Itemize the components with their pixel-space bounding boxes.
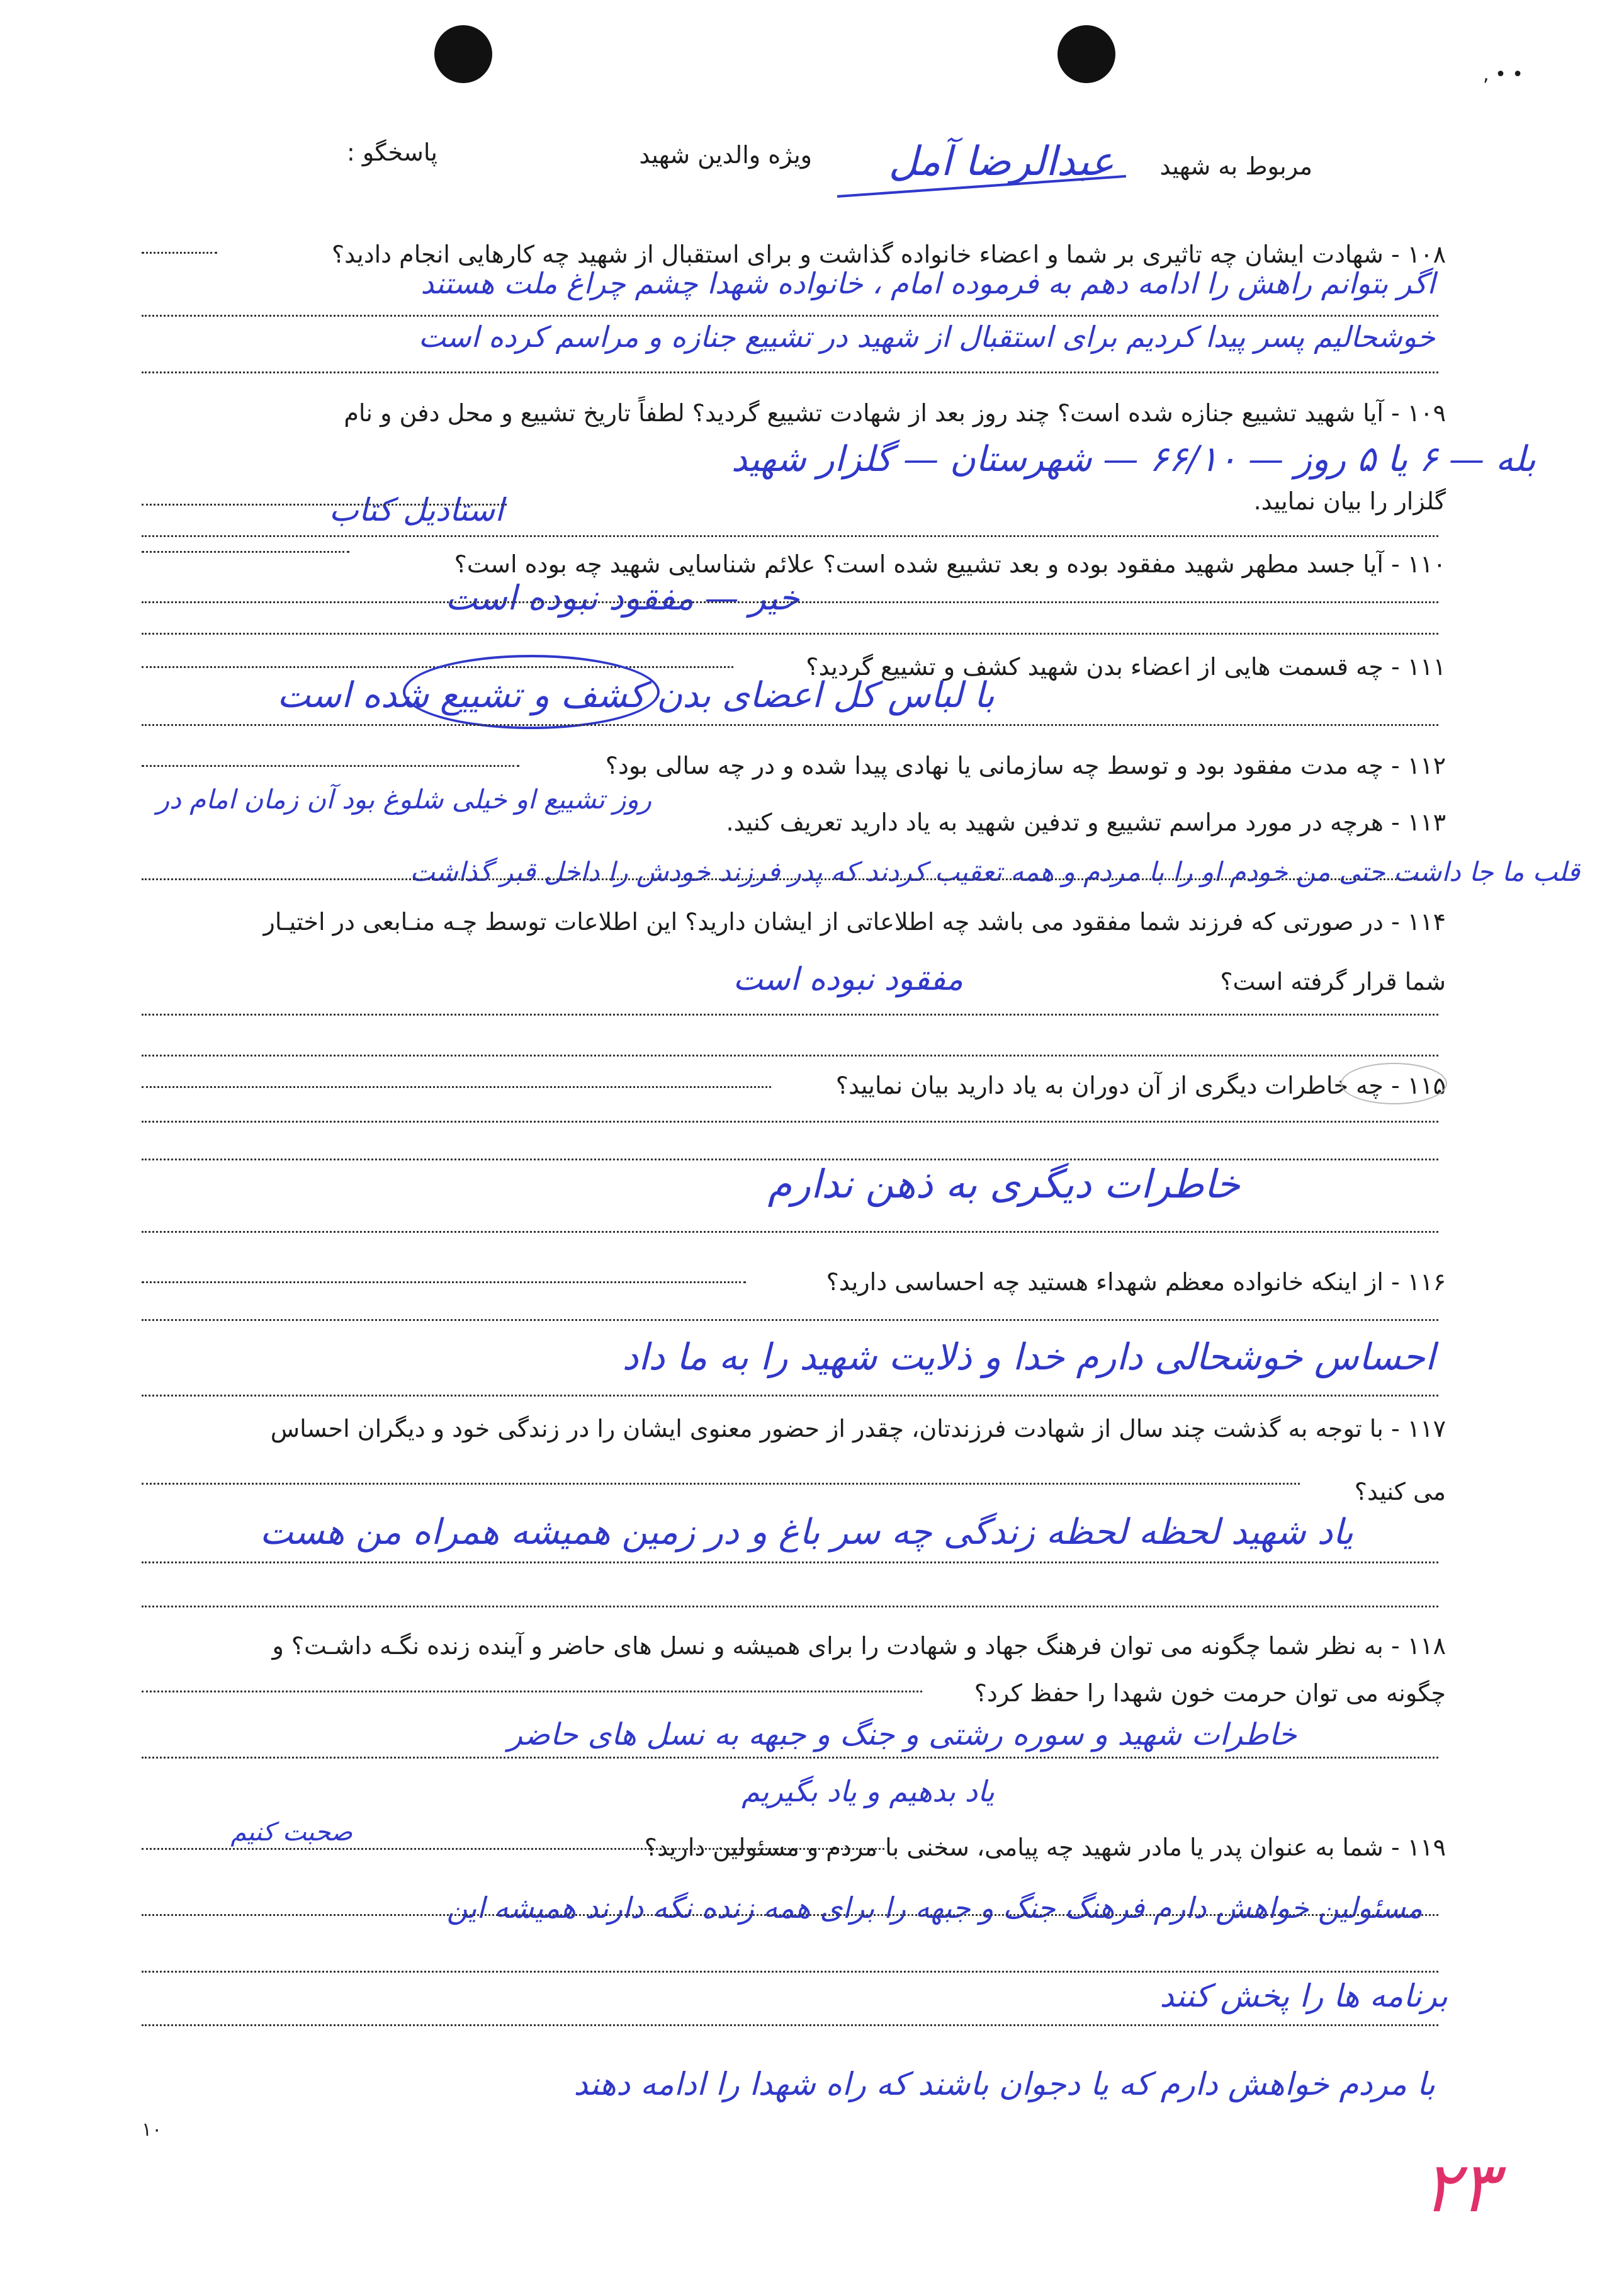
answer-line: با مردم خواهش دارم که یا دجوان باشند که راه شهدا را ادامه دهند — [573, 2066, 1435, 2102]
question-number-circle-mark — [1341, 1063, 1447, 1104]
dotted-line — [142, 601, 1438, 603]
question-number: ۱۱۷ — [1407, 1415, 1446, 1442]
answer-line: احساس خوشحالی دارم خدا و ذلایت شهید را به ما داد — [622, 1335, 1435, 1378]
answer-line: خیر — مفقود نبوده است — [445, 578, 799, 618]
answer-line: خاطرات شهید و سوره رشتی و جنگ و جبهه به نسل های حاضر — [507, 1717, 1297, 1752]
question-number: ۱۱۱ — [1407, 653, 1446, 681]
answer-line: با لباس کل اعضای بدن کشف و تشییع شده است — [277, 675, 995, 716]
question-text: ۱۰۸ - شهادت ایشان چه تاثیری بر شما و اعضاء خانواده گذاشت و برای استقبال از شهید چه کارهایی انجام دادید؟ — [332, 241, 1446, 268]
question-text: ۱۱۶ - از اینکه خانواده معظم شهداء هستید چه احساسی دارید؟ — [826, 1268, 1446, 1296]
question-number: ۱۱۳ — [1407, 808, 1446, 836]
question-line: چه قسمت هایی از اعضاء بدن شهید کشف و تشییع گردید؟ — [806, 653, 1384, 681]
question-number: ۱۰۸ — [1407, 241, 1446, 268]
question-number: ۱۱۸ — [1407, 1632, 1446, 1660]
answer-line: یاد شهید لحظه لحظه زندگی چه سر باغ و در زمین همیشه همراه من هست — [259, 1512, 1353, 1553]
question-line: در صورتی که فرزند شما مفقود می باشد چه اطلاعاتی از ایشان دارید؟ این اطلاعات توسط چـه منـابعی در اختیـار — [263, 908, 1384, 936]
dotted-line — [142, 1606, 1438, 1607]
question-number: ۱۱۰ — [1407, 550, 1446, 578]
dotted-line — [142, 1691, 922, 1692]
question-line: آیا جسد مطهر شهید مفقود بوده و بعد تشییع شده است؟ علائم شناسایی شهید چه بوده است؟ — [454, 550, 1384, 578]
question-line: هرچه در مورد مراسم تشییع و تدفین شهید به یاد دارید تعریف کنید. — [726, 808, 1384, 836]
dotted-line — [142, 724, 1438, 726]
question-line: شما قرار گرفته است؟ — [1220, 968, 1446, 995]
answer-line: مسئولین خواهش دارم فرهنگ جنگ و جبهه را برای همه زنده نگه دارند همیشه این — [446, 1891, 1423, 1925]
dotted-line — [142, 535, 1438, 537]
question-text: ۱۱۸ - به نظر شما چگونه می توان فرهنگ جهاد و شهادت را برای همیشه و نسل های حاضر و آینده زنده نگـه داشـت؟ و — [272, 1632, 1446, 1660]
dotted-line — [142, 1319, 1438, 1321]
answer-line: برنامه ها را پخش کنند — [1159, 1978, 1448, 2014]
dotted-line — [142, 2024, 1438, 2026]
question-text: ۱۱۱ - چه قسمت هایی از اعضاء بدن شهید کشف و تشییع گردید؟ — [806, 653, 1446, 681]
corner-mark: • • , — [1483, 64, 1523, 86]
sheet-number: ۲۳ — [1423, 2147, 1497, 2228]
dotted-line — [142, 1561, 1438, 1563]
question-text: ۱۱۴ - در صورتی که فرزند شما مفقود می باشد چه اطلاعاتی از ایشان دارید؟ این اطلاعات توسط چـه منـابعی در اختیـار — [263, 908, 1446, 936]
answer-line: مفقود نبوده است — [733, 961, 963, 997]
question-number: ۱۱۴ — [1407, 908, 1446, 936]
answer-circle-mark — [403, 655, 660, 729]
question-line: می کنید؟ — [1354, 1478, 1446, 1505]
question-text: ۱۰۹ - آیا شهید تشییع جنازه شده است؟ چند روز بعد از شهادت تشییع گردید؟ لطفاً تاریخ تشییع و محل دفن و نام — [344, 399, 1446, 427]
dotted-line — [142, 1055, 1438, 1057]
dotted-line — [142, 765, 519, 767]
answer-line: اگر بتوانم راهش را ادامه دهم به فرموده امام ، خانواده شهدا چشم چراغ ملت هستند — [420, 266, 1435, 300]
answer-line: صحبت کنیم — [230, 1818, 352, 1847]
question-line: از اینکه خانواده معظم شهداء هستید چه احساسی دارید؟ — [826, 1268, 1384, 1296]
question-text: ۱۱۵ - چه خاطرات دیگری از آن دوران به یاد دارید بیان نمایید؟ — [835, 1072, 1446, 1099]
dotted-line — [142, 252, 217, 254]
answer-line: بله — ۶ یا ۵ روز — ۶۶/۱۰ — شهرستان — گلزار شهید — [731, 439, 1536, 480]
question-text: ۱۱۲ - چه مدت مفقود بود و توسط چه سازمانی یا نهادی پیدا شده و در چه سالی بود؟ — [605, 752, 1446, 779]
subject-label: مربوط به شهید — [1159, 152, 1312, 180]
question-text: ۱۱۹ - شما به عنوان پدر یا مادر شهید چه پیامی، سخنی با مردم و مسئولین دارید؟ — [644, 1833, 1446, 1861]
dotted-line — [142, 1014, 1438, 1016]
answer-line: استادیل کتاب — [329, 492, 504, 528]
respondent-label: پاسخگو : — [346, 139, 437, 166]
dotted-line — [142, 1757, 1438, 1759]
question-text: ۱۱۰ - آیا جسد مطهر شهید مفقود بوده و بعد تشییع شده است؟ علائم شناسایی شهید چه بوده است؟ — [454, 550, 1446, 578]
question-line: شما به عنوان پدر یا مادر شهید چه پیامی، سخنی با مردم و مسئولین دارید؟ — [644, 1833, 1384, 1861]
dotted-line — [142, 1159, 1438, 1160]
dotted-line — [142, 1231, 1438, 1233]
page-number: ۱۰ — [142, 2119, 162, 2141]
question-text: ۱۱۳ - هرچه در مورد مراسم تشییع و تدفین شهید به یاد دارید تعریف کنید. — [726, 808, 1446, 836]
binder-hole-right — [1057, 25, 1115, 83]
parents-label: ویژه والدین شهید — [639, 141, 812, 169]
dotted-line — [142, 551, 349, 553]
answer-line: یاد بدهیم و یاد بگیریم — [742, 1774, 995, 1808]
binder-hole-left — [434, 25, 492, 83]
question-line: آیا شهید تشییع جنازه شده است؟ چند روز بعد از شهادت تشییع گردید؟ لطفاً تاریخ تشییع و محل دفن و نام — [344, 399, 1384, 427]
dotted-line — [142, 315, 1438, 317]
dotted-line — [142, 371, 1438, 373]
dotted-line — [142, 1281, 746, 1283]
question-number: ۱۱۶ — [1407, 1268, 1446, 1296]
question-number: ۱۱۵ — [1407, 1072, 1446, 1099]
dotted-line — [142, 1395, 1438, 1397]
question-line: چه مدت مفقود بود و توسط چه سازمانی یا نهادی پیدا شده و در چه سالی بود؟ — [605, 752, 1384, 779]
question-text: ۱۱۷ - با توجه به گذشت چند سال از شهادت فرزندتان، چقدر از حضور معنوی ایشان را در زندگی خود و دیگران احساس — [270, 1415, 1446, 1442]
question-line: با توجه به گذشت چند سال از شهادت فرزندتان، چقدر از حضور معنوی ایشان را در زندگی خود و دیگران احساس — [270, 1415, 1384, 1442]
dotted-line — [142, 878, 1438, 880]
dotted-line — [142, 504, 507, 506]
dotted-line — [142, 1914, 1438, 1916]
dotted-line — [142, 1971, 1438, 1973]
dotted-line — [142, 633, 1438, 635]
martyr-name: عبدالرضا آمل — [888, 139, 1114, 185]
question-line: به نظر شما چگونه می توان فرهنگ جهاد و شهادت را برای همیشه و نسل های حاضر و آینده زنده نگـه داشـت؟ و — [272, 1632, 1384, 1660]
answer-line: قلب ما جا داشت حتی من خودم او را با مردم و همه تعقیب کردند که پدر فرزند خودش را داخل قبر گذاشت — [410, 856, 1580, 887]
question-line: گلزار را بیان نمایید. — [1253, 487, 1446, 515]
answer-line: روز تشییع او خیلی شلوغ بود آن زمان امام در — [156, 784, 651, 815]
question-line: چه خاطرات دیگری از آن دوران به یاد دارید بیان نمایید؟ — [835, 1072, 1384, 1099]
question-number: ۱۰۹ — [1407, 399, 1446, 427]
question-line: چگونه می توان حرمت خون شهدا را حفظ کرد؟ — [974, 1679, 1446, 1707]
dotted-line — [142, 1086, 771, 1088]
dotted-line — [142, 1483, 1300, 1485]
question-number: ۱۱۲ — [1407, 752, 1446, 779]
question-line: شهادت ایشان چه تاثیری بر شما و اعضاء خانواده گذاشت و برای استقبال از شهید چه کارهایی انجام دادید؟ — [332, 241, 1384, 268]
question-number: ۱۱۹ — [1407, 1833, 1446, 1861]
answer-line: خاطرات دیگری به ذهن ندارم — [767, 1161, 1240, 1207]
answer-line: خوشحالیم پسر پیدا کردیم برای استقبال از شهید در تشییع جنازه و مراسم کرده است — [418, 320, 1435, 354]
dotted-line — [142, 1121, 1438, 1123]
